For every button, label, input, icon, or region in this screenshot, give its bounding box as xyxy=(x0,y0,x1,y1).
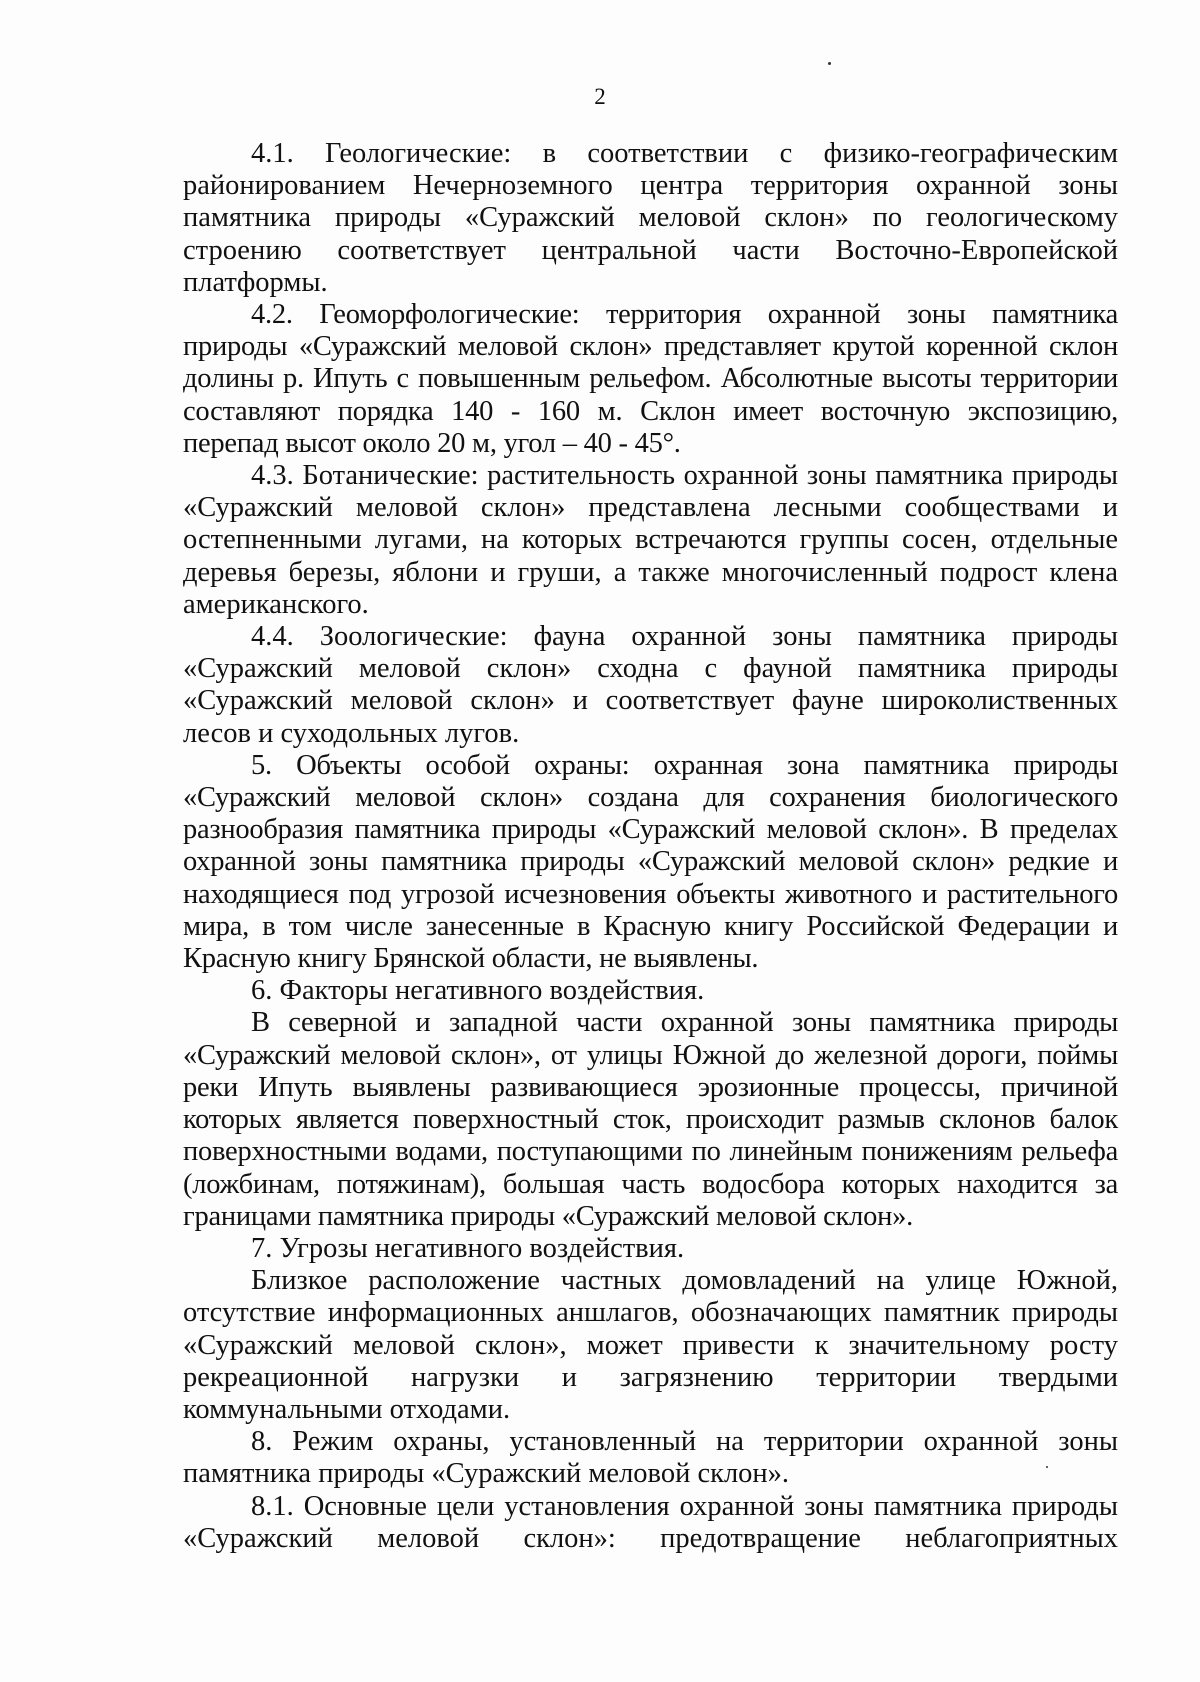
paragraph-7-heading: 7. Угрозы негативного воздействия. xyxy=(251,1232,685,1264)
scan-speck xyxy=(828,62,831,65)
scan-speck xyxy=(1046,1466,1048,1468)
paragraph-4-2: 4.2. Геоморфологические: территория охранной зоны памятника природы «Суражский меловой склон» представляет крутой коренной склон долины р. Ипуть с повышенным рельефом. Абсолютные высоты территории составляют порядка 140 - 160 м. Склон имеет восточную экспозицию, перепад высот около 20 м, угол – 40 - 45°. xyxy=(183,299,1118,459)
paragraph-4-1: 4.1. Геологические: в соответствии с физико-географическим районированием Нечерноземного центра территория охранной зоны памятника природы «Суражский меловой склон» по геологическому строению соответствует центральной части Восточно-Европейской платформы. xyxy=(183,138,1118,298)
paragraph-4-4: 4.4. Зоологические: фауна охранной зоны памятника природы «Суражский меловой склон» сходна с фауной памятника природы «Суражский меловой склон» и соответствует фауне широколиственных лесов и суходольных лугов. xyxy=(183,621,1118,749)
paragraph-6-heading: 6. Факторы негативного воздействия. xyxy=(251,975,705,1007)
paragraph-6-text: В северной и западной части охранной зоны памятника природы «Суражский меловой склон», от улицы Южной до железной дороги, поймы реки Ипуть выявлены развивающиеся эрозионные процессы, причиной которых является поверхностный сток, происходит размыв склонов балок поверхностными водами, поступающими по линейным понижениям рельефа (ложбинам, потяжинам), большая часть водосбора которых находится за границами памятника природы «Суражский меловой склон». xyxy=(183,1007,1118,1232)
page-number: 2 xyxy=(594,84,606,109)
paragraph-7-text: Близкое расположение частных домовладений на улице Южной, отсутствие информационных аншлагов, обозначающих памятник природы «Суражский меловой склон», может привести к значительному росту рекреационной нагрузки и загрязнению территории твердыми коммунальными отходами. xyxy=(183,1265,1118,1425)
paragraph-4-3: 4.3. Ботанические: растительность охранной зоны памятника природы «Суражский меловой склон» представлена лесными сообществами и остепненными лугами, на которых встречаются группы сосен, отдельные деревья березы, яблони и груши, а также многочисленный подрост клена американского. xyxy=(183,460,1118,620)
paragraph-8: 8. Режим охраны, установленный на территории охранной зоны памятника природы «Суражский меловой склон». xyxy=(183,1426,1118,1490)
paragraph-8-1: 8.1. Основные цели установления охранной зоны памятника природы «Суражский меловой склон»: предотвращение неблагоприятных xyxy=(183,1490,1118,1554)
paragraph-5: 5. Объекты особой охраны: охранная зона памятника природы «Суражский меловой склон» создана для сохранения биологического разнообразия памятника природы «Суражский меловой склон». В пределах охранной зоны памятника природы «Суражский меловой склон» редкие и находящиеся под угрозой исчезновения объекты животного и растительного мира, в том числе занесенные в Красную книгу Российской Федерации и Красную книгу Брянской области, не выявлены. xyxy=(183,749,1118,975)
document-body xyxy=(183,138,1118,1555)
